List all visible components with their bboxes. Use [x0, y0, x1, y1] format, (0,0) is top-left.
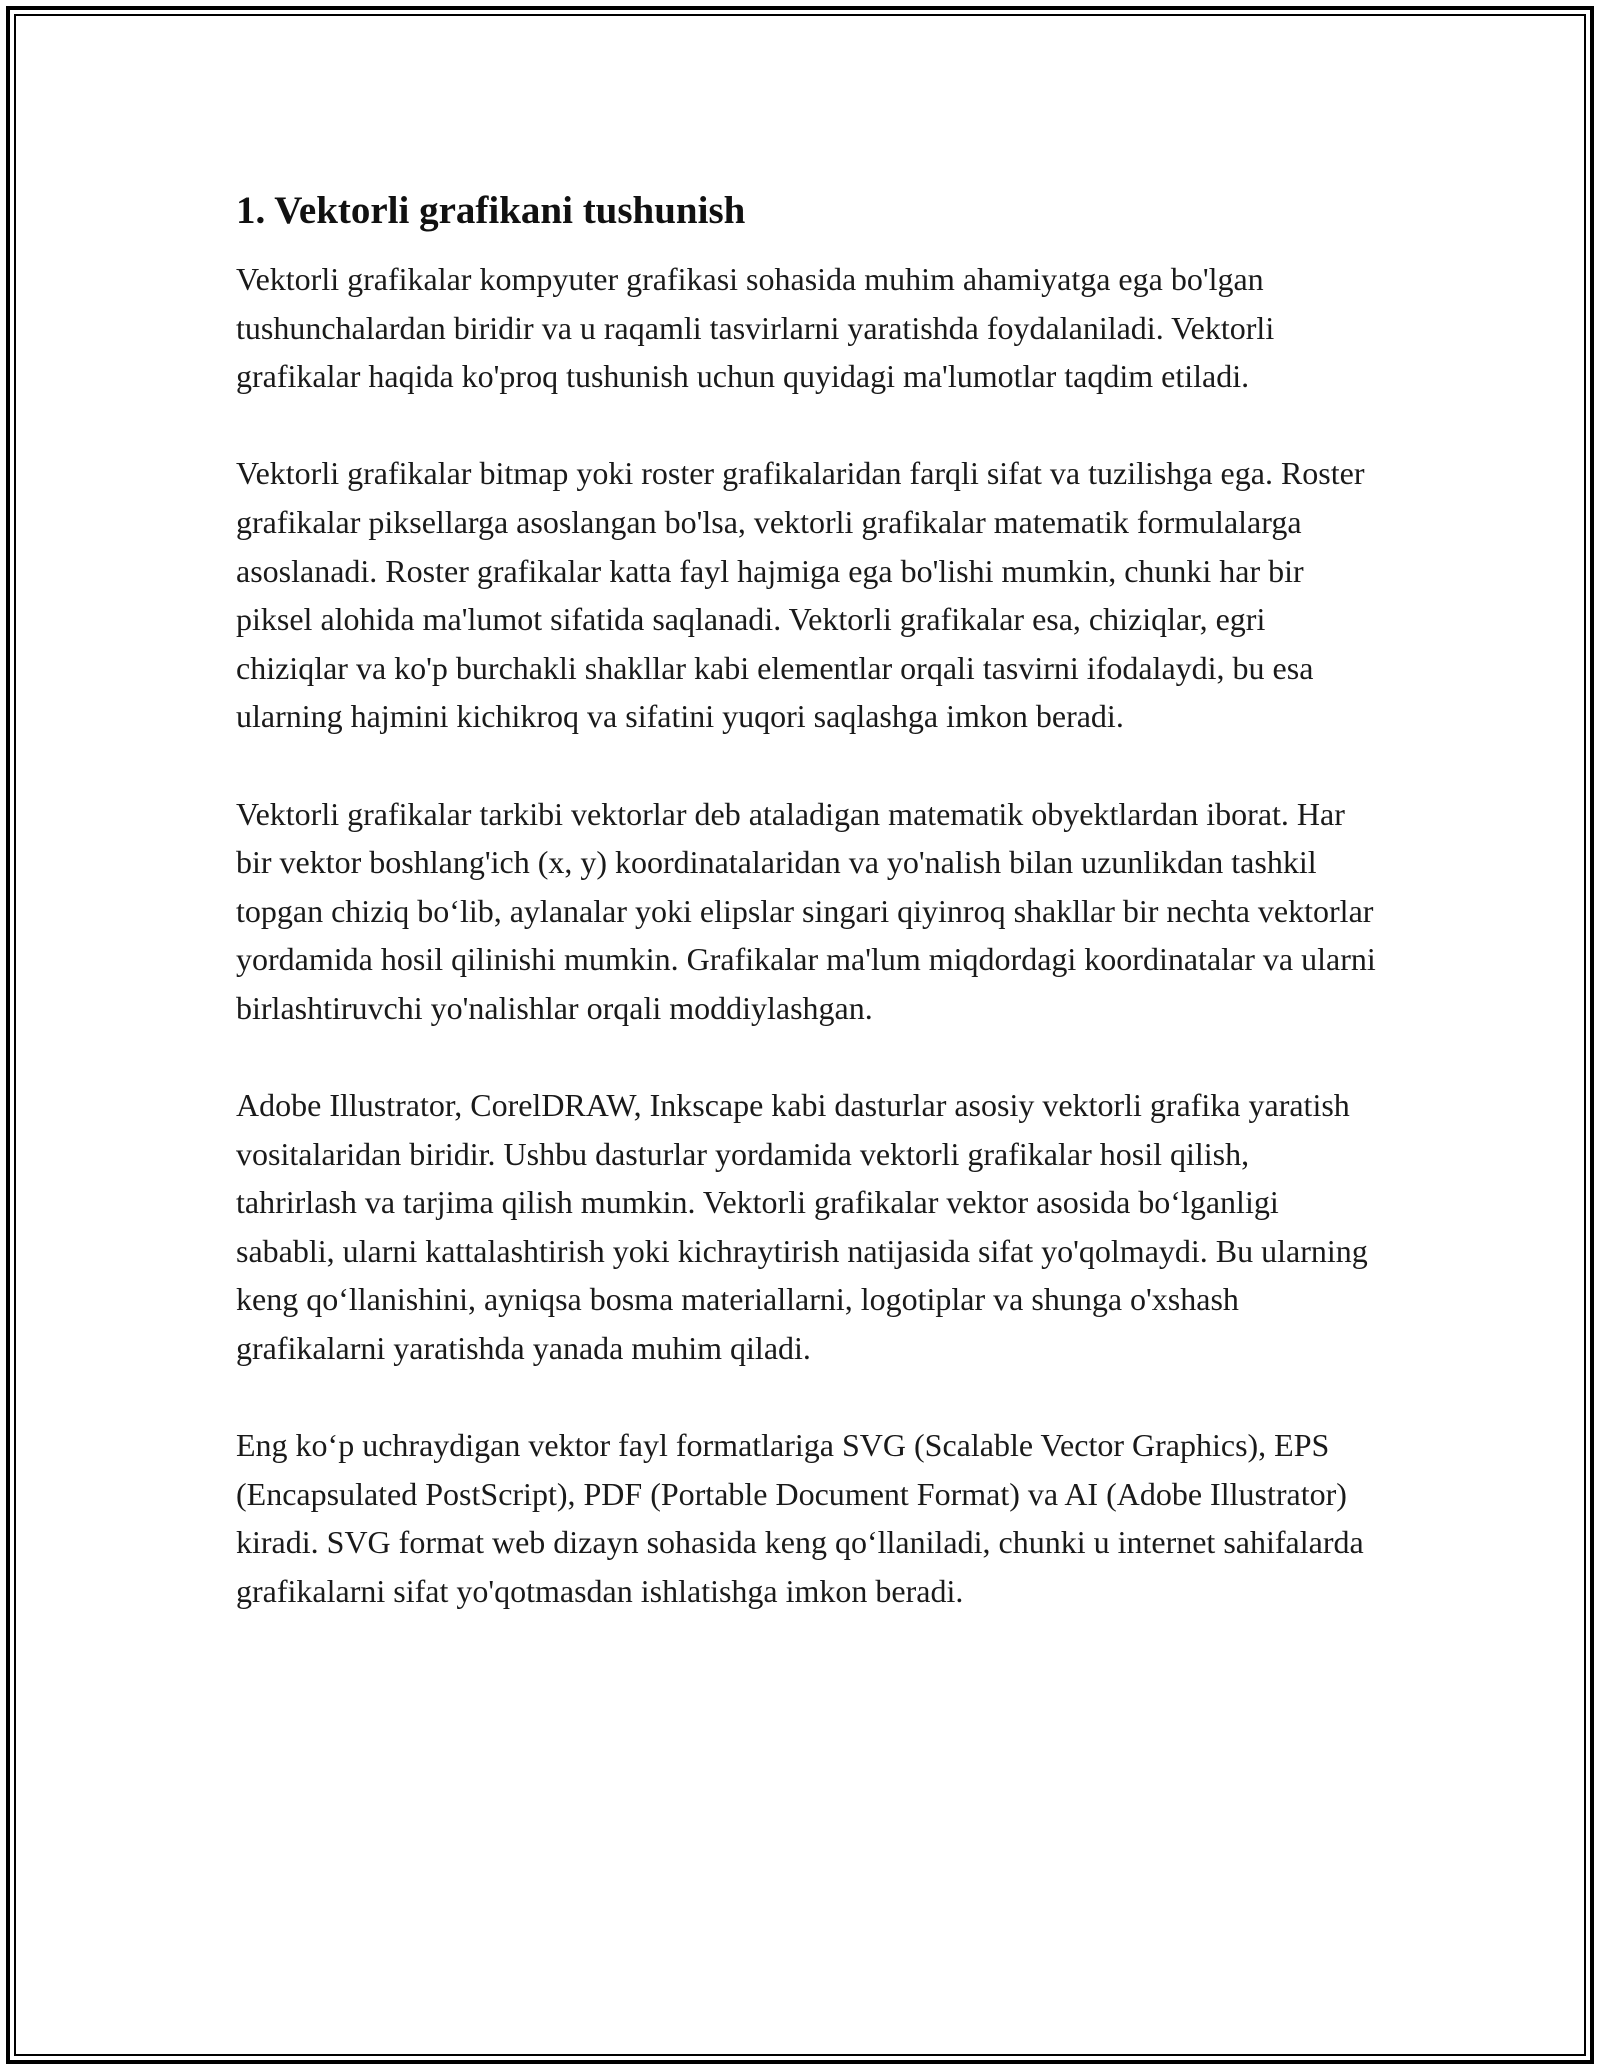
section-heading: 1. Vektorli grafikani tushunish — [236, 189, 746, 232]
paragraph-intro: Vektorli grafikalar kompyuter grafikasi sohasida muhim ahamiyatga ega bo'lgan tushunchalardan biridir va u raqamli tasvirlarni yaratishda foydalaniladi. Vektorli grafikalar haqida ko'proq tushunish uchun quyidagi ma'lumotlar taqdim etiladi. — [236, 261, 1275, 395]
paragraph-file-formats: Eng ko‘p uchraydigan vektor fayl formatlariga SVG (Scalable Vector Graphics), EPS (Encapsulated PostScript), PDF (Portable Document Format) va AI (Adobe Illustrator) kiradi. SVG format web dizayn sohasida keng qo‘llaniladi, chunki u internet sahifalarda grafikalarni sifat yo'qotmasdan ishlatishga imkon beradi. — [236, 1427, 1364, 1610]
paragraph-raster-vs-vector: Vektorli grafikalar bitmap yoki roster grafikalaridan farqli sifat va tuzilishga ega. Roster grafikalar piksellarga asoslangan bo'lsa, vektorli grafikalar matematik formulalarga asoslanadi. Roster grafikalar katta fayl hajmiga ega bo'lishi mumkin, chunki har bir piksel alohida ma'lumot sifatida saqlanadi. Vektorli grafikalar esa, chiziqlar, egri chiziqlar va ko'p burchakli shakllar kabi elementlar orqali tasvirni ifodalaydi, bu esa ularning hajmini kichikroq va sifatini yuqori saqlashga imkon beradi. — [236, 455, 1365, 735]
document-body — [236, 185, 1376, 1616]
paragraph-software: Adobe Illustrator, CorelDRAW, Inkscape kabi dasturlar asosiy vektorli grafika yaratish vositalaridan biridir. Ushbu dasturlar yordamida vektorli grafikalar hosil qilish, tahrirlash va tarjima qilish mumkin. Vektorli grafikalar vektor asosida bo‘lganligi sababli, ularni kattalashtirish yoki kichraytirish natijasida sifat yo'qolmaydi. Bu ularning keng qo‘llanishini, ayniqsa bosma materiallarni, logotiplar va shunga o'xshash grafikalarni yaratishda yanada muhim qiladi. — [236, 1087, 1368, 1367]
paragraph-vector-structure: Vektorli grafikalar tarkibi vektorlar deb ataladigan matematik obyektlardan iborat. Har bir vektor boshlang'ich (x, y) koordinatalaridan va yo'nalish bilan uzunlikdan tashkil topgan chiziq bo‘lib, aylanalar yoki elipslar singari qiyinroq shakllar bir nechta vektorlar yordamida hosil qilinishi mumkin. Grafikalar ma'lum miqdordagi koordinatalar va ularni birlashtiruvchi yo'nalishlar orqali moddiylashgan. — [236, 795, 1376, 1026]
